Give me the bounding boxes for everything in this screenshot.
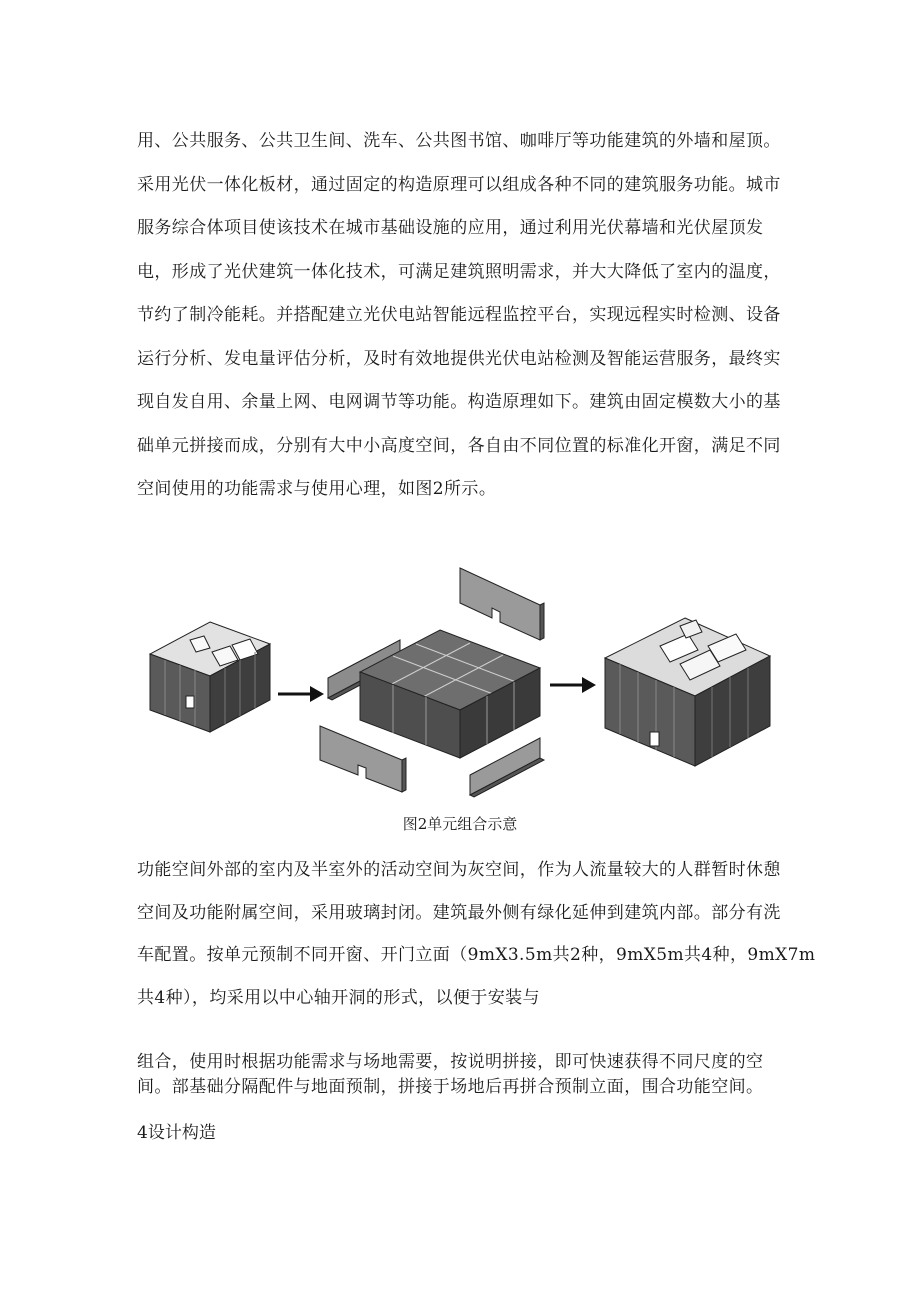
figure-caption: 图2单元组合示意 [402,815,518,833]
body-paragraph-2 [137,855,816,1025]
body-paragraph-1 [137,126,781,518]
paragraph-line: 空间使用的功能需求与使用心理，如图2所示。 [137,479,497,499]
paragraph-line: 用、公共服务、公共卫生间、洗车、公共图书馆、咖啡厅等功能建筑的外墙和屋顶。 [137,131,781,151]
paragraph-line: 组合，使用时根据功能需求与场地需要，按说明拼接，即可快速获得不同尺度的空 [137,1052,764,1072]
paragraph-line: 运行分析、发电量评估分析，及时有效地提供光伏电站检测及智能运营服务，最终实 [137,348,781,369]
paragraph-line: 电，形成了光伏建筑一体化技术，可满足建筑照明需求，并大大降低了室内的温度， [137,261,781,282]
paragraph-line: 现自发自用、余量上网、电网调节等功能。构造原理如下。建筑由固定模数大小的基 [137,392,781,412]
large-module-illustration [605,618,770,766]
paragraph-line: 功能空间外部的室内及半室外的活动空间为灰空间，作为人流量较大的人群暂时休憩 [137,860,781,880]
body-paragraph-3 [137,1050,777,1100]
unit-assembly-figure [140,560,780,810]
unit-assembly-diagram [140,560,780,810]
paragraph-line: 节约了制冷能耗。并搭配建立光伏电站智能远程监控平台，实现远程实时检测、设备 [137,305,781,325]
arrow-right-icon [278,686,324,702]
small-module-illustration [150,622,270,732]
paragraph-line: 采用光伏一体化板材，通过固定的构造原理可以组成各种不同的建筑服务功能。城市 [137,174,781,195]
paragraph-line: 服务综合体项目使该技术在城市基础设施的应用，通过利用光伏幕墙和光伏屋顶发 [137,218,764,238]
exploded-panels-illustration [320,568,544,797]
paragraph-line: 共4种），均采用以中心轴开洞的形式，以便于安装与 [137,987,540,1008]
arrow-right-icon [550,677,596,693]
paragraph-line: 车配置。按单元预制不同开窗、开门立面（9mX3.5m共2种，9mX5m共4种，9mX7m [137,945,816,965]
paragraph-line: 间。部基础分隔配件与地面预制，拼接于场地后再拼合预制立面，围合功能空间。 [137,1077,764,1097]
paragraph-line: 础单元拼接而成，分别有大中小高度空间，各自由不同位置的标准化开窗，满足不同 [137,435,781,456]
section-heading: 4设计构造 [137,1123,216,1143]
paragraph-line: 空间及功能附属空间，采用玻璃封闭。建筑最外侧有绿化延伸到建筑内部。部分有洗 [137,902,781,923]
